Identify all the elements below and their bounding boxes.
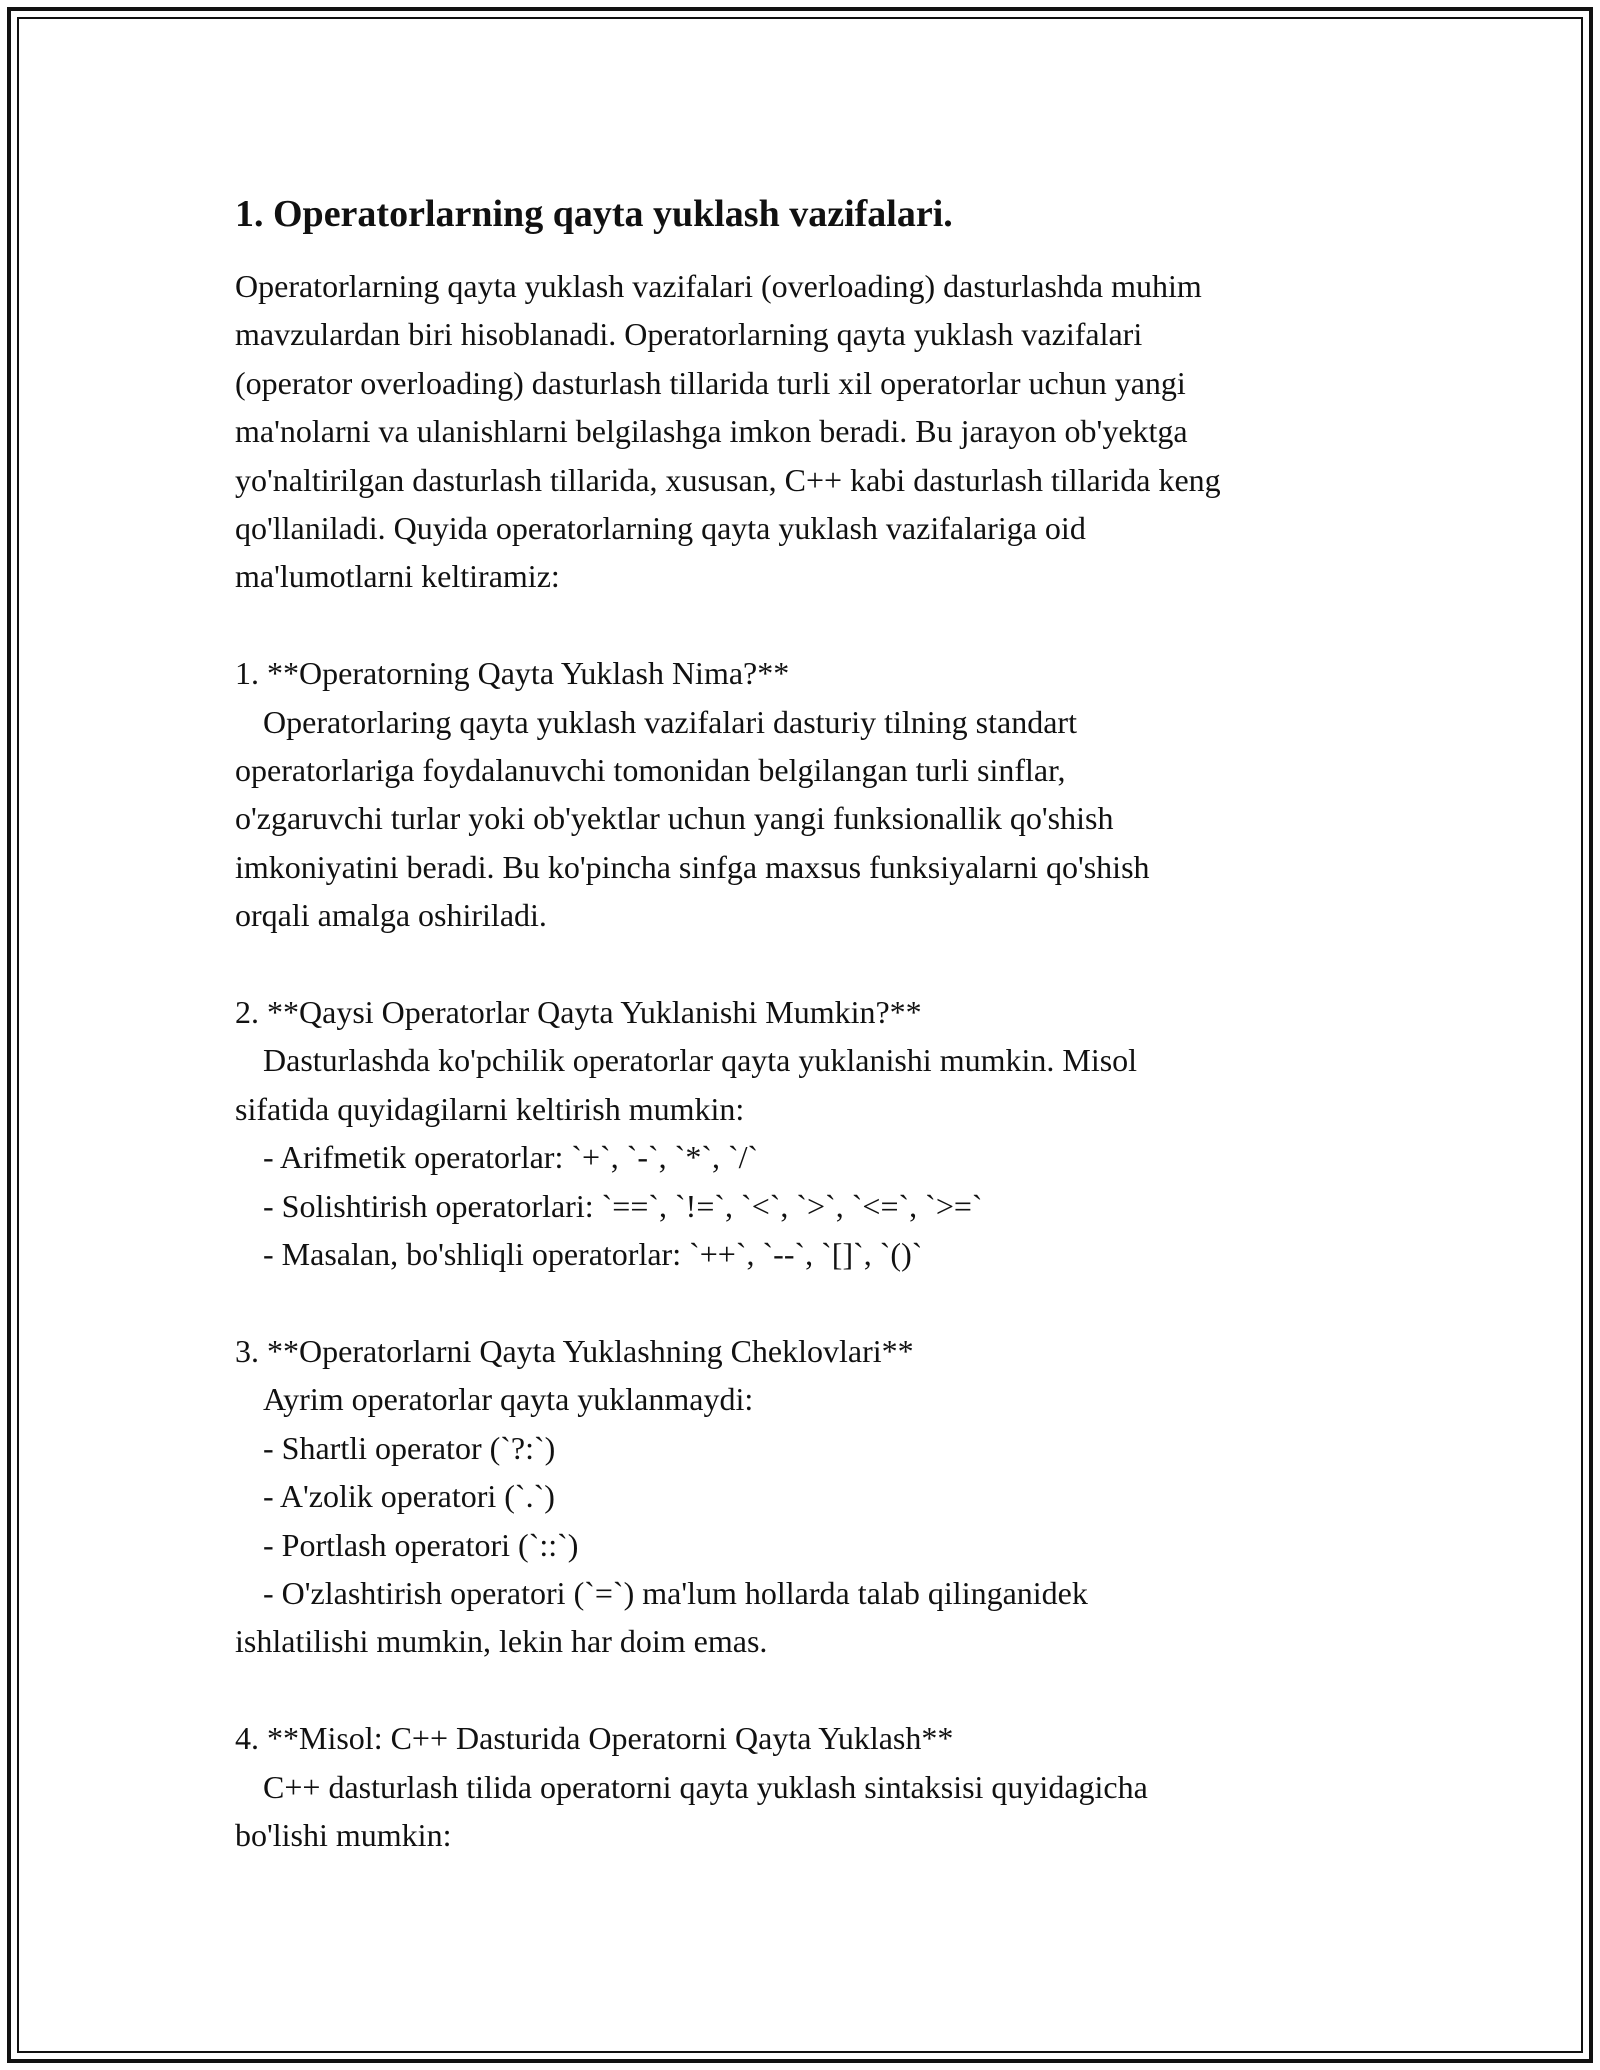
section-heading: 2. **Qaysi Operatorlar Qayta Yuklanishi Mumkin?** [235, 994, 922, 1031]
section-line: sifatida quyidagilarni keltirish mumkin: [235, 1090, 745, 1127]
section-line: Ayrim operatorlar qayta yuklanmaydi: [263, 1381, 754, 1418]
section-line: - Portlash operatori (`::`) [263, 1526, 579, 1563]
section-4 [235, 1714, 1385, 1859]
section-spacer [235, 601, 1385, 649]
section-line: Operatorlaring qayta yuklash vazifalari dasturiy tilning standart [263, 703, 1077, 740]
intro-line: (operator overloading) dasturlash tillarida turli xil operatorlar uchun yangi [235, 364, 1186, 401]
section-line: Dasturlashda ko'pchilik operatorlar qayta yuklanishi mumkin. Misol [263, 1042, 1138, 1079]
section-line: - Solishtirish operatorlari: `==`, `!=`, `<`, `>`, `<=`, `>=` [263, 1187, 983, 1224]
section-heading: 3. **Operatorlarni Qayta Yuklashning Cheklovlari** [235, 1332, 914, 1369]
section-heading: 4. **Misol: C++ Dasturida Operatorni Qayta Yuklash** [235, 1720, 954, 1757]
section-heading: 1. **Operatorning Qayta Yuklash Nima?** [235, 655, 790, 692]
section-1 [235, 649, 1385, 939]
section-spacer [235, 1666, 1385, 1714]
section-line: orqali amalga oshiriladi. [235, 897, 547, 934]
intro-line: Operatorlarning qayta yuklash vazifalari (overloading) dasturlashda muhim [235, 268, 1202, 304]
section-line: bo'lishi mumkin: [235, 1816, 452, 1853]
section-line: - Shartli operator (`?:`) [263, 1429, 556, 1466]
section-spacer [235, 940, 1385, 988]
section-line: o'zgaruvchi turlar yoki ob'yektlar uchun yangi funksionallik qo'shish [235, 800, 1114, 837]
section-line: - A'zolik operatori (`.`) [263, 1478, 555, 1515]
section-line: - O'zlashtirish operatori (`=`) ma'lum hollarda talab qilinganidek [263, 1574, 1088, 1611]
document-body [235, 190, 1385, 1859]
section-line: ishlatilishi mumkin, lekin har doim emas. [235, 1623, 768, 1660]
section-line: imkoniyatini beradi. Bu ko'pincha sinfga maxsus funksiyalarni qo'shish [235, 848, 1150, 885]
intro-paragraph [235, 262, 1385, 601]
sections-container [235, 601, 1385, 1860]
section-line: operatorlariga foydalanuvchi tomonidan belgilangan turli sinflar, [235, 752, 1066, 789]
section-line: - Arifmetik operatorlar: `+`, `-`, `*`, `/` [263, 1139, 759, 1176]
intro-line: yo'naltirilgan dasturlash tillarida, xususan, C++ kabi dasturlash tillarida keng [235, 461, 1221, 498]
section-3 [235, 1327, 1385, 1666]
section-line: - Masalan, bo'shliqli operatorlar: `++`, `--`, `[]`, `()` [263, 1236, 923, 1273]
intro-line: qo'llaniladi. Quyida operatorlarning qayta yuklash vazifalariga oid [235, 510, 1086, 547]
section-spacer [235, 1279, 1385, 1327]
section-2 [235, 988, 1385, 1278]
intro-line: mavzulardan biri hisoblanadi. Operatorlarning qayta yuklash vazifalari [235, 316, 1143, 353]
intro-line: ma'lumotlarni keltiramiz: [235, 558, 560, 595]
document-title: 1. Operatorlarning qayta yuklash vazifalari. [235, 193, 953, 235]
intro-line: ma'nolarni va ulanishlarni belgilashga imkon beradi. Bu jarayon ob'yektga [235, 413, 1188, 450]
section-line: C++ dasturlash tilida operatorni qayta yuklash sintaksisi quyidagicha [263, 1768, 1148, 1805]
